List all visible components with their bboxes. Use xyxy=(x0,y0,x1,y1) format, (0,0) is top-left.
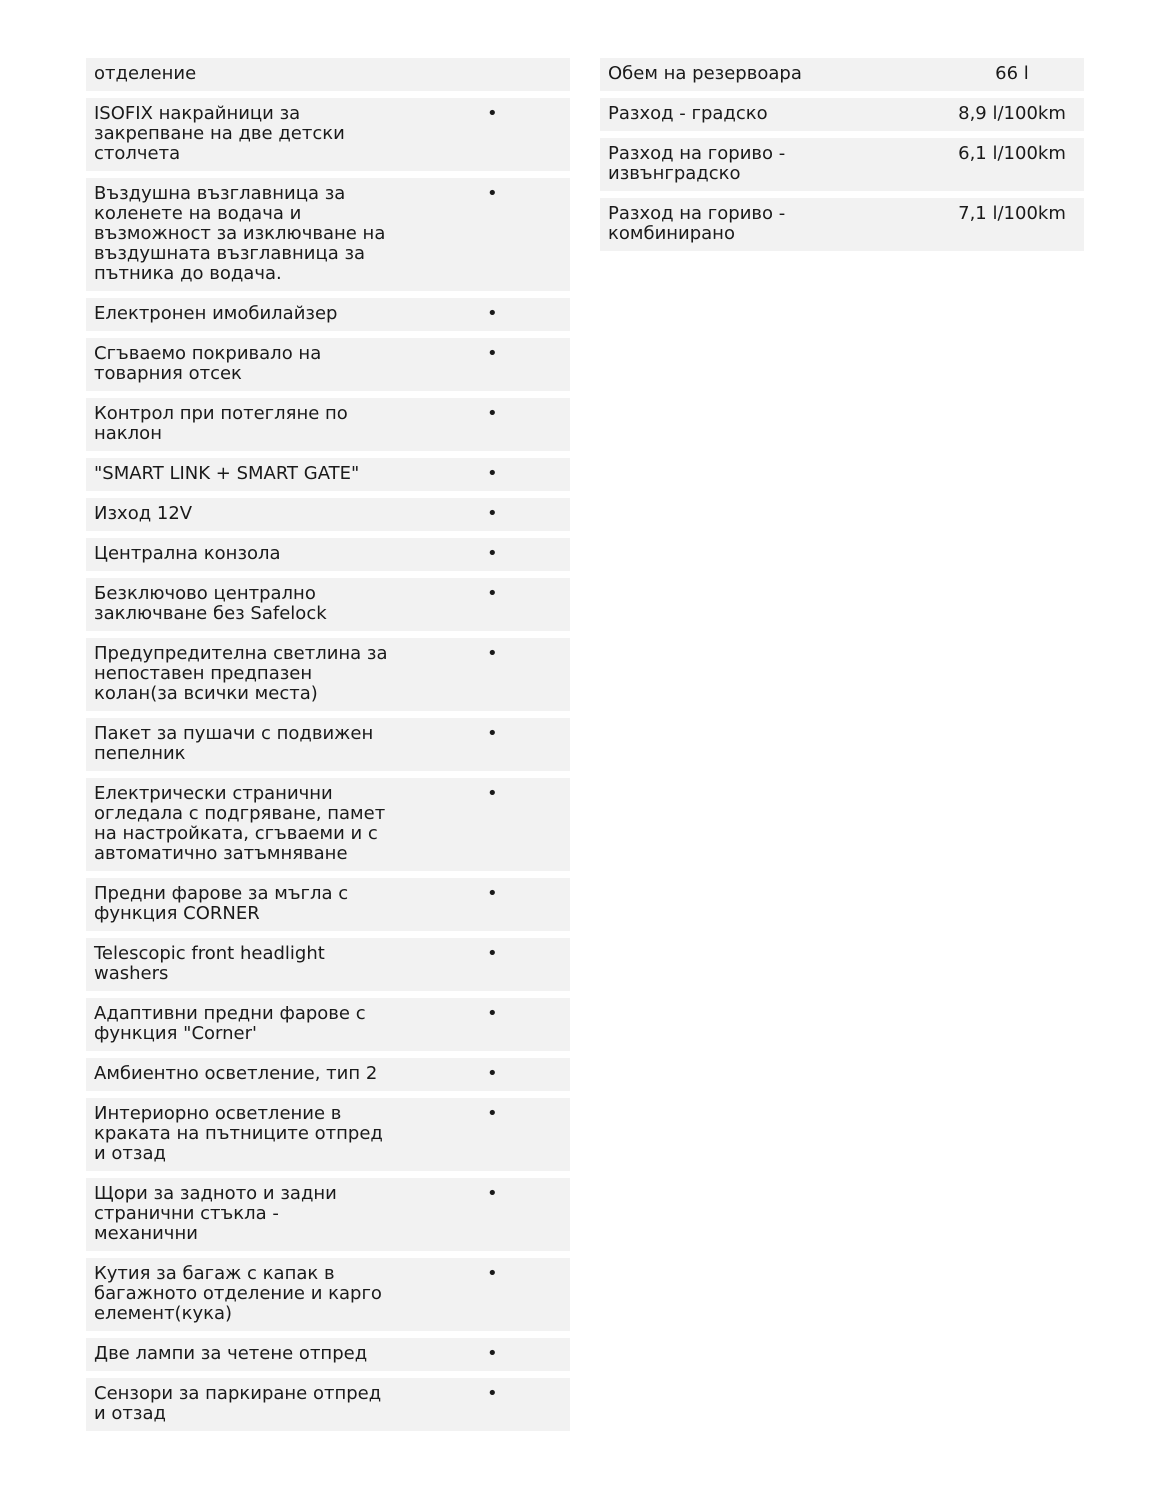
feature-label: Въздушна възглавница за коленете на водача и възможност за изключване на въздушната възглавница за пътника до водача. xyxy=(94,183,386,284)
table-row xyxy=(86,1258,570,1331)
table-row xyxy=(86,778,570,871)
table-row xyxy=(86,498,570,531)
included-mark: • xyxy=(487,463,498,484)
table-row xyxy=(86,1338,570,1371)
feature-label: Предупредителна светлина за непоставен предпазен колан(за всички места) xyxy=(94,643,388,704)
included-mark: • xyxy=(487,783,498,804)
feature-label: Интериорно осветление в краката на пътниците отпред и отзад xyxy=(94,1103,383,1164)
included-mark: • xyxy=(487,1183,498,1204)
included-mark: • xyxy=(487,1003,498,1024)
included-mark: • xyxy=(487,103,498,124)
table-row xyxy=(600,198,1084,251)
feature-label: Адаптивни предни фарове с функция "Corner' xyxy=(94,1003,366,1044)
table-row xyxy=(86,458,570,491)
feature-label: Амбиентно осветление, тип 2 xyxy=(94,1063,378,1084)
feature-label: Сензори за паркиране отпред и отзад xyxy=(94,1383,382,1424)
table-row xyxy=(86,938,570,991)
included-mark: • xyxy=(487,723,498,744)
table-row xyxy=(600,58,1084,91)
feature-label: Безключово централно заключване без Safelock xyxy=(94,583,327,624)
included-mark: • xyxy=(487,1103,498,1124)
feature-label: Щори за задното и задни странични стъкла - механични xyxy=(94,1183,337,1244)
included-mark: • xyxy=(487,1343,498,1364)
feature-label: "SMART LINK + SMART GATE" xyxy=(94,463,360,484)
table-row xyxy=(86,178,570,291)
table-row xyxy=(86,878,570,931)
feature-label: отделение xyxy=(94,63,197,84)
spec-label: Разход на гориво - извънградско xyxy=(608,143,786,184)
table-row xyxy=(86,58,570,91)
included-mark: • xyxy=(487,943,498,964)
table-row xyxy=(86,1098,570,1171)
included-mark: • xyxy=(487,1063,498,1084)
feature-label: Предни фарове за мъгла с функция CORNER xyxy=(94,883,349,924)
table-row xyxy=(86,1178,570,1251)
feature-label: Две лампи за четене отпред xyxy=(94,1343,368,1364)
spec-label: Разход на гориво - комбинирано xyxy=(608,203,786,244)
included-mark: • xyxy=(487,303,498,324)
table-row xyxy=(86,998,570,1051)
spec-label: Разход - градско xyxy=(608,103,768,124)
spec-value: 6,1 l/100km xyxy=(958,143,1066,164)
feature-label: Изход 12V xyxy=(94,503,193,524)
included-mark: • xyxy=(487,183,498,204)
included-mark: • xyxy=(487,343,498,364)
table-row xyxy=(600,98,1084,131)
included-mark: • xyxy=(487,1263,498,1284)
table-row xyxy=(86,98,570,171)
table-row xyxy=(86,298,570,331)
feature-label: Централна конзола xyxy=(94,543,281,564)
included-mark: • xyxy=(487,583,498,604)
table-row xyxy=(86,638,570,711)
included-mark: • xyxy=(487,883,498,904)
feature-label: Пакет за пушачи с подвижен пепелник xyxy=(94,723,374,764)
spec-value: 66 l xyxy=(995,63,1029,84)
table-row xyxy=(86,1378,570,1431)
feature-label: Telescopic front headlight washers xyxy=(94,943,325,984)
feature-label: Сгъваемо покривало на товарния отсек xyxy=(94,343,322,384)
included-mark: • xyxy=(487,543,498,564)
table-row xyxy=(86,578,570,631)
spec-value: 7,1 l/100km xyxy=(958,203,1066,224)
included-mark: • xyxy=(487,643,498,664)
feature-label: Контрол при потегляне по наклон xyxy=(94,403,348,444)
feature-label: Електронен имобилайзер xyxy=(94,303,338,324)
table-row xyxy=(86,398,570,451)
feature-label: ISOFIX накрайници за закрепване на две детски столчета xyxy=(94,103,345,164)
included-mark: • xyxy=(487,403,498,424)
equipment-table xyxy=(86,58,570,1438)
feature-label: Електрически странични огледала с подгряване, памет на настройката, сгъваеми и с автоматично затъмняване xyxy=(94,783,386,864)
fuel-specs-table xyxy=(600,58,1084,258)
table-row xyxy=(86,338,570,391)
spec-label: Обем на резервоара xyxy=(608,63,802,84)
table-row xyxy=(86,538,570,571)
table-row xyxy=(600,138,1084,191)
included-mark: • xyxy=(487,503,498,524)
feature-label: Кутия за багаж с капак в багажното отделение и карго елемент(кука) xyxy=(94,1263,382,1324)
table-row xyxy=(86,718,570,771)
included-mark: • xyxy=(487,1383,498,1404)
spec-value: 8,9 l/100km xyxy=(958,103,1066,124)
table-row xyxy=(86,1058,570,1091)
